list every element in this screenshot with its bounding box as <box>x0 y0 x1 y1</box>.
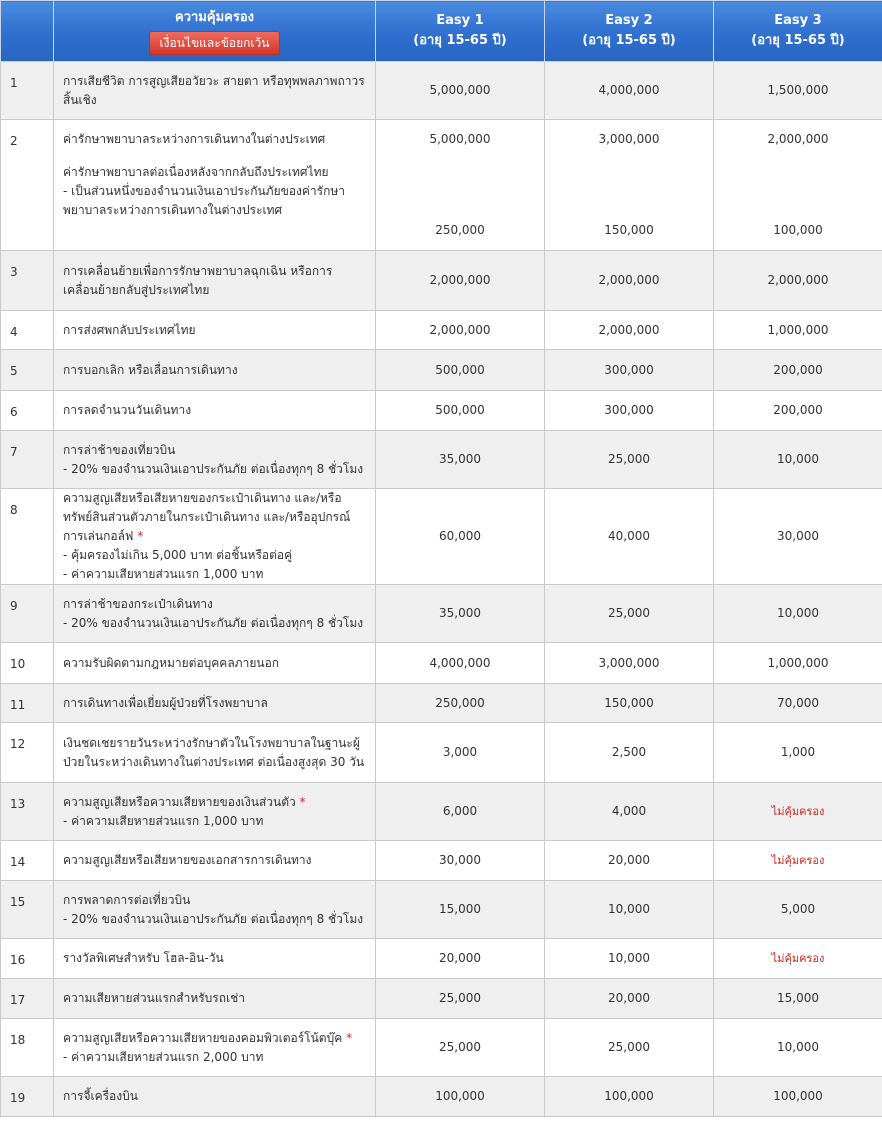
plan-value-easy-2: 3,000,000 <box>545 643 714 684</box>
coverage-detail-text: - 20% ของจำนวนเงินเอาประกันภัย ต่อเนื่องทุกๆ 8 ชั่วโมง <box>63 911 364 926</box>
coverage-description <box>54 62 376 120</box>
plan-value-easy-2: 300,000 <box>545 350 714 391</box>
row-number: 18 <box>1 1019 54 1077</box>
header-number-cell <box>1 1 54 62</box>
plan-value-easy-2: 25,000 <box>545 431 714 489</box>
row-number: 4 <box>1 311 54 350</box>
plan-value-easy-1: 25,000 <box>376 1019 545 1077</box>
plan-value-easy-3: 200,000 <box>714 350 882 391</box>
plan-value-easy-1: 35,000 <box>376 585 545 643</box>
row-number: 11 <box>1 684 54 723</box>
plan-value-easy-1: 5,000,000 <box>376 62 545 120</box>
coverage-description <box>54 311 376 350</box>
header-coverage-cell <box>54 1 376 62</box>
coverage-description <box>54 979 376 1019</box>
plan-value-easy-1: 500,000 <box>376 391 545 431</box>
plan-value-secondary: 150,000 <box>604 223 654 237</box>
plan-name: Easy 2 <box>605 13 653 28</box>
coverage-title-text: การล่าช้าของเที่ยวบิน <box>63 442 176 457</box>
plan-value-easy-3: 100,000 <box>714 1077 882 1117</box>
table-row <box>1 62 882 120</box>
plan-value-easy-2 <box>545 120 714 251</box>
plan-value-primary: 2,000,000 <box>767 132 829 146</box>
coverage-description <box>54 350 376 391</box>
plan-value-easy-3: ไม่คุ้มครอง <box>714 783 882 841</box>
coverage-title-text: การเดินทางเพื่อเยี่ยมผู้ป่วยที่โรงพยาบาล <box>63 695 268 710</box>
plan-value-easy-3: 10,000 <box>714 1019 882 1077</box>
row-number: 12 <box>1 723 54 783</box>
plan-value-primary: 5,000,000 <box>429 132 491 146</box>
plan-value-easy-1: 15,000 <box>376 881 545 939</box>
row-number: 17 <box>1 979 54 1019</box>
table-row <box>1 643 882 684</box>
coverage-description <box>54 251 376 311</box>
table-row <box>1 979 882 1019</box>
plan-value-easy-2: 40,000 <box>545 489 714 585</box>
row-number: 15 <box>1 881 54 939</box>
row-number: 10 <box>1 643 54 684</box>
plan-value-easy-2: 10,000 <box>545 939 714 979</box>
table-row <box>1 841 882 881</box>
coverage-description <box>54 431 376 489</box>
plan-value-easy-3: 2,000,000 <box>714 251 882 311</box>
coverage-table-body <box>1 62 882 1117</box>
plan-value-secondary: 100,000 <box>773 223 823 237</box>
plan-value-easy-1: 2,000,000 <box>376 311 545 350</box>
plan-value-easy-2: 150,000 <box>545 684 714 723</box>
plan-age: (อายุ 15-65 ปี) <box>582 33 676 48</box>
coverage-description <box>54 391 376 431</box>
coverage-title-text: ความสูญเสียหรือความเสียหายของเงินส่วนตัว * <box>63 794 306 809</box>
row-number: 14 <box>1 841 54 881</box>
plan-value-primary: 3,000,000 <box>598 132 660 146</box>
plan-value-easy-2: 2,500 <box>545 723 714 783</box>
plan-value-easy-3 <box>714 120 882 251</box>
coverage-title-text: การเคลื่อนย้ายเพื่อการรักษาพยาบาลฉุกเฉิน หรือการเคลื่อนย้ายกลับสู่ประเทศไทย <box>63 263 333 297</box>
coverage-description <box>54 783 376 841</box>
coverage-title-text: การลดจำนวนวันเดินทาง <box>63 403 192 417</box>
coverage-detail-text: - ค่าความเสียหายส่วนแรก 1,000 บาท <box>63 813 264 828</box>
plan-value-easy-1: 500,000 <box>376 350 545 391</box>
table-row <box>1 783 882 841</box>
row-number: 8 <box>1 489 54 585</box>
plan-value-easy-3: 10,000 <box>714 585 882 643</box>
table-row <box>1 881 882 939</box>
plan-value-easy-3: 1,000,000 <box>714 643 882 684</box>
coverage-description <box>54 881 376 939</box>
table-row <box>1 391 882 431</box>
plan-value-easy-1 <box>376 120 545 251</box>
plan-value-easy-1: 4,000,000 <box>376 643 545 684</box>
table-row <box>1 350 882 391</box>
plan-value-easy-2: 300,000 <box>545 391 714 431</box>
plan-value-easy-1: 20,000 <box>376 939 545 979</box>
coverage-table-header <box>1 1 882 62</box>
plan-value-easy-2: 2,000,000 <box>545 311 714 350</box>
row-number: 3 <box>1 251 54 311</box>
plan-value-easy-2: 2,000,000 <box>545 251 714 311</box>
plan-age: (อายุ 15-65 ปี) <box>413 33 507 48</box>
coverage-description <box>54 489 376 585</box>
plan-value-easy-1: 30,000 <box>376 841 545 881</box>
plan-value-easy-1: 60,000 <box>376 489 545 585</box>
plan-value-easy-3: ไม่คุ้มครอง <box>714 841 882 881</box>
plan-value-easy-3: 1,000,000 <box>714 311 882 350</box>
plan-value-easy-3: 15,000 <box>714 979 882 1019</box>
asterisk-note-icon: * <box>346 1030 353 1045</box>
plan-value-easy-1: 25,000 <box>376 979 545 1019</box>
plan-value-easy-1: 35,000 <box>376 431 545 489</box>
coverage-title-text: ค่ารักษาพยาบาลระหว่างการเดินทางในต่างประเทศ <box>63 132 326 146</box>
row-number: 13 <box>1 783 54 841</box>
table-row <box>1 684 882 723</box>
coverage-detail-text: ค่ารักษาพยาบาลต่อเนื่องหลังจากกลับถึงประเทศไทย <box>63 165 329 179</box>
row-number: 16 <box>1 939 54 979</box>
plan-value-easy-3: 5,000 <box>714 881 882 939</box>
row-number: 19 <box>1 1077 54 1117</box>
coverage-title-text: ความสูญเสียหรือเสียหายของกระเป๋าเดินทาง และ/หรือทรัพย์สินส่วนตัวภายในกระเป๋าเดินทาง และ/หรืออุปกรณ์การเล่นกอล์ฟ * <box>63 491 351 543</box>
row-number: 2 <box>1 120 54 251</box>
coverage-title-text: ความรับผิดตามกฎหมายต่อบุคคลภายนอก <box>63 655 280 670</box>
asterisk-note-icon: * <box>137 529 144 543</box>
table-row <box>1 311 882 350</box>
table-row <box>1 431 882 489</box>
plan-value-easy-3: 30,000 <box>714 489 882 585</box>
plan-value-easy-2: 100,000 <box>545 1077 714 1117</box>
asterisk-note-icon: * <box>299 794 306 809</box>
row-number: 6 <box>1 391 54 431</box>
row-number: 7 <box>1 431 54 489</box>
row-number: 5 <box>1 350 54 391</box>
plan-value-easy-2: 25,000 <box>545 585 714 643</box>
plan-value-easy-1: 3,000 <box>376 723 545 783</box>
plan-age: (อายุ 15-65 ปี) <box>751 33 845 48</box>
plan-value-easy-3: 1,500,000 <box>714 62 882 120</box>
header-plan-easy-3 <box>714 1 882 62</box>
coverage-detail-text: - 20% ของจำนวนเงินเอาประกันภัย ต่อเนื่องทุกๆ 8 ชั่วโมง <box>63 615 364 630</box>
coverage-title-text: รางวัลพิเศษสำหรับ โฮล-อิน-วัน <box>63 951 224 965</box>
coverage-title-text: ความเสียหายส่วนแรกสำหรับรถเช่า <box>63 991 245 1005</box>
plan-value-easy-3: 1,000 <box>714 723 882 783</box>
header-plan-easy-2 <box>545 1 714 62</box>
coverage-title-text: การล่าช้าของกระเป๋าเดินทาง <box>63 596 213 611</box>
coverage-title-text: ความสูญเสียหรือเสียหายของเอกสารการเดินทาง <box>63 853 312 867</box>
coverage-description <box>54 723 376 783</box>
header-plan-easy-1 <box>376 1 545 62</box>
coverage-description <box>54 1019 376 1077</box>
coverage-description <box>54 120 376 251</box>
coverage-detail-text: - ค่าความเสียหายส่วนแรก 1,000 บาท <box>63 567 264 581</box>
coverage-title-text: ความสูญเสียหรือความเสียหายของคอมพิวเตอร์โน้ตบุ๊ค * <box>63 1030 353 1045</box>
table-row <box>1 585 882 643</box>
coverage-title: ความคุ้มครอง <box>175 9 254 25</box>
coverage-description <box>54 684 376 723</box>
coverage-description <box>54 1077 376 1117</box>
plan-value-secondary: 250,000 <box>435 223 485 237</box>
plan-value-easy-1: 6,000 <box>376 783 545 841</box>
coverage-title-text: การบอกเลิก หรือเลื่อนการเดินทาง <box>63 362 238 377</box>
row-number: 1 <box>1 62 54 120</box>
table-row <box>1 489 882 585</box>
coverage-title-text: การเสียชีวิต การสูญเสียอวัยวะ สายตา หรือทุพพลภาพถาวรสิ้นเชิง <box>63 73 365 107</box>
coverage-title-text: การพลาดการต่อเที่ยวบิน <box>63 892 191 907</box>
coverage-detail-text: - เป็นส่วนหนึ่งของจำนวนเงินเอาประกันภัยของค่ารักษาพยาบาลระหว่างการเดินทางในต่างประเทศ <box>63 184 346 217</box>
coverage-description <box>54 841 376 881</box>
coverage-description <box>54 585 376 643</box>
plan-value-easy-3: 200,000 <box>714 391 882 431</box>
coverage-title-text: เงินชดเชยรายวันระหว่างรักษาตัวในโรงพยาบาลในฐานะผู้ป่วยในระหว่างเดินทางในต่างประเทศ ต่อเนื่องสูงสุด 30 วัน <box>63 735 365 769</box>
coverage-title-text: การส่งศพกลับประเทศไทย <box>63 322 196 337</box>
plan-value-easy-1: 100,000 <box>376 1077 545 1117</box>
plan-name: Easy 1 <box>436 13 484 28</box>
coverage-description <box>54 939 376 979</box>
plan-value-easy-1: 2,000,000 <box>376 251 545 311</box>
plan-value-easy-2: 20,000 <box>545 979 714 1019</box>
coverage-detail-text: - 20% ของจำนวนเงินเอาประกันภัย ต่อเนื่องทุกๆ 8 ชั่วโมง <box>63 461 364 476</box>
conditions-button[interactable]: เงื่อนไขและข้อยกเว้น <box>149 31 281 55</box>
table-row <box>1 723 882 783</box>
table-row <box>1 1077 882 1117</box>
plan-value-easy-2: 10,000 <box>545 881 714 939</box>
table-row <box>1 939 882 979</box>
coverage-detail-text: - ค่าความเสียหายส่วนแรก 2,000 บาท <box>63 1049 264 1064</box>
plan-value-easy-2: 20,000 <box>545 841 714 881</box>
plan-value-easy-2: 4,000 <box>545 783 714 841</box>
coverage-description <box>54 643 376 684</box>
plan-value-easy-2: 4,000,000 <box>545 62 714 120</box>
plan-name: Easy 3 <box>774 13 822 28</box>
plan-value-easy-3: 70,000 <box>714 684 882 723</box>
table-row <box>1 1019 882 1077</box>
coverage-detail-text: - คุ้มครองไม่เกิน 5,000 บาท ต่อชิ้นหรือต่อคู่ <box>63 548 293 562</box>
plan-value-easy-3: 10,000 <box>714 431 882 489</box>
plan-value-easy-1: 250,000 <box>376 684 545 723</box>
coverage-title-text: การจี้เครื่องบิน <box>63 1089 138 1103</box>
plan-value-easy-3: ไม่คุ้มครอง <box>714 939 882 979</box>
table-row <box>1 120 882 251</box>
plan-value-easy-2: 25,000 <box>545 1019 714 1077</box>
table-row <box>1 251 882 311</box>
row-number: 9 <box>1 585 54 643</box>
